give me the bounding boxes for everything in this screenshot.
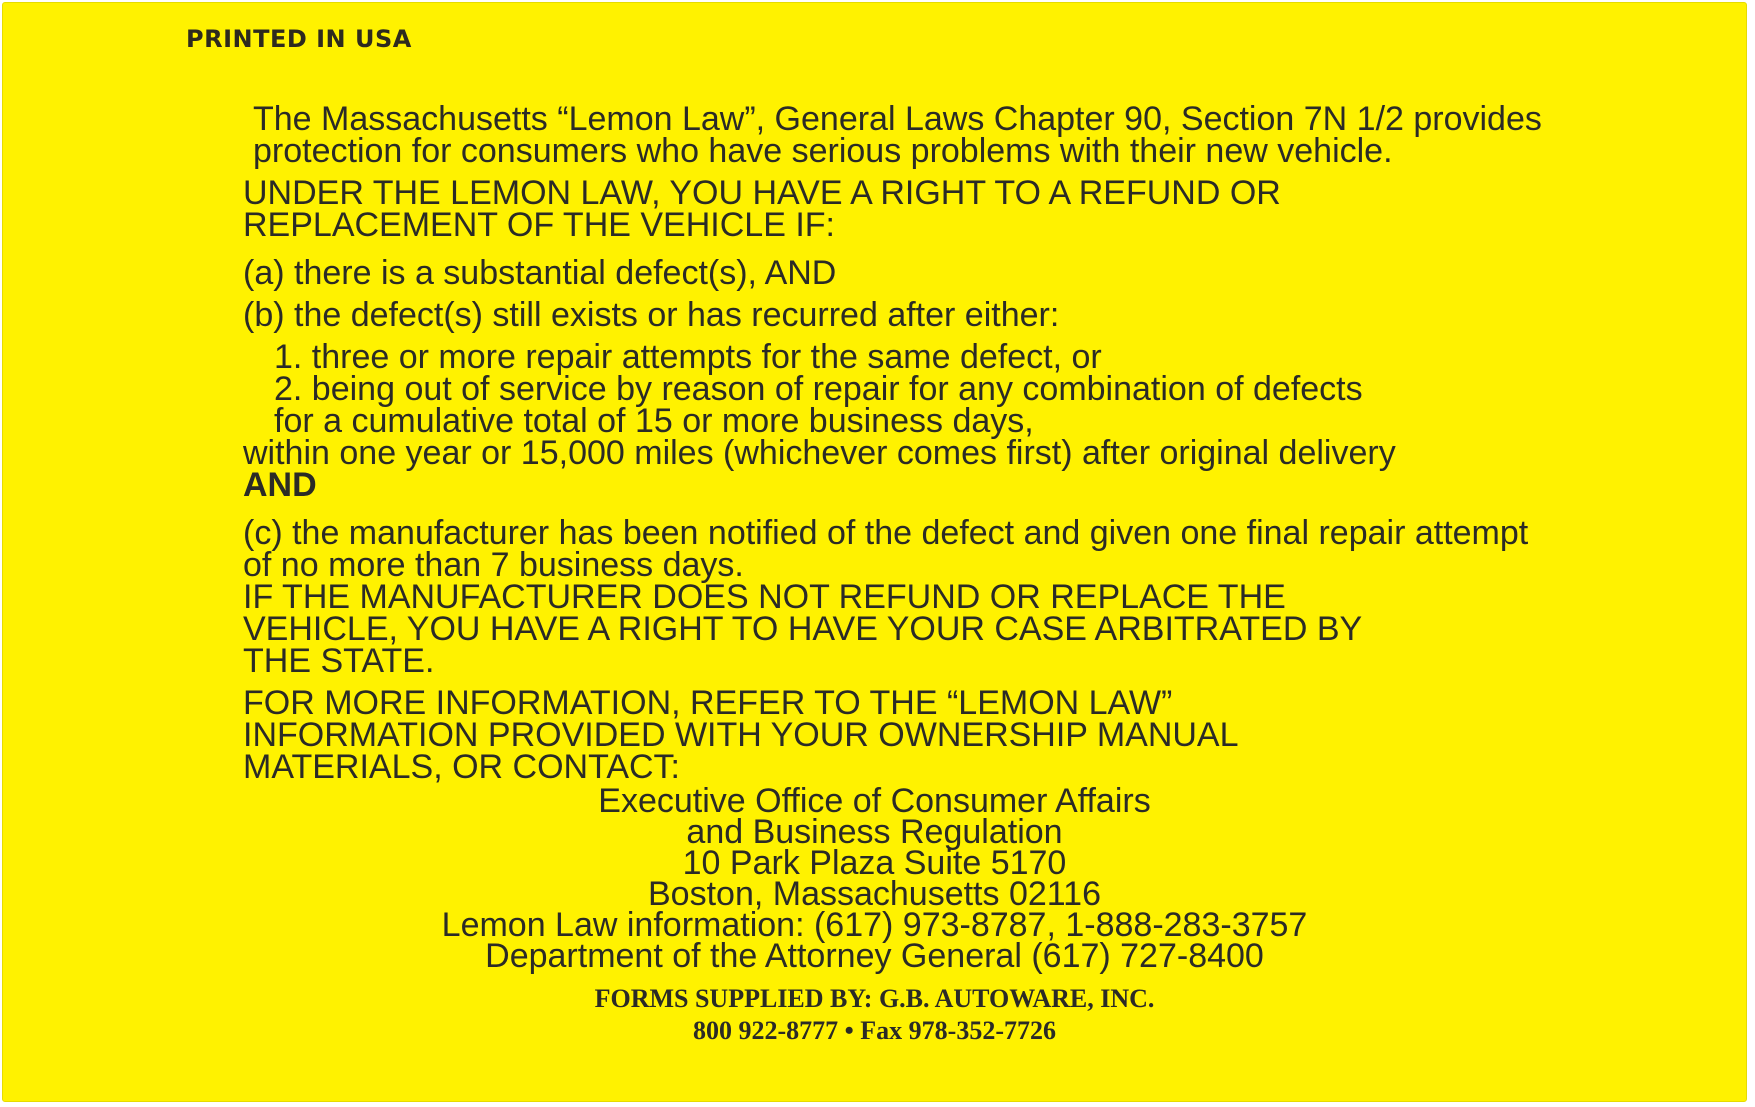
intro-paragraph: The Massachusetts “Lemon Law”, General Laws Chapter 90, Section 7N 1/2 provides protection for consumers who have serious problems with their new vehicle. xyxy=(253,100,1542,170)
contact-line: Lemon Law information: (617) 973-8787, 1-888-283-3757 xyxy=(441,906,1308,944)
contact-line: 10 Park Plaza Suite 5170 xyxy=(682,844,1067,882)
arbitration-notice xyxy=(243,578,1543,680)
item-2-line: for a cumulative total of 15 or more business days, xyxy=(274,402,1034,440)
forms-supplier-footer xyxy=(3,983,1746,1047)
contact-line: Department of the Attorney General (617) 727-8400 xyxy=(485,937,1264,975)
more-info-line: MATERIALS, OR CONTACT: xyxy=(243,748,681,786)
rights-heading xyxy=(243,174,1543,244)
supplier-phone-fax: 800 922-8777 • Fax 978-352-7726 xyxy=(693,1016,1056,1045)
contact-address-block xyxy=(3,782,1746,975)
arbitration-line: THE STATE. xyxy=(243,642,435,680)
lemon-law-notice-card xyxy=(2,2,1747,1102)
condition-c: (c) the manufacturer has been notified of the defect and given one final repair attempt of no more than 7 business days. xyxy=(243,514,1529,584)
arbitration-line: VEHICLE, YOU HAVE A RIGHT TO HAVE YOUR CASE ARBITRATED BY xyxy=(243,610,1363,648)
more-info-notice xyxy=(243,684,1543,786)
supplier-name: FORMS SUPPLIED BY: G.B. AUTOWARE, INC. xyxy=(594,984,1155,1013)
printed-in-usa-label: PRINTED IN USA xyxy=(186,25,412,53)
contact-line: Executive Office of Consumer Affairs xyxy=(598,782,1151,820)
notice-body xyxy=(243,100,1543,786)
and-label: AND xyxy=(243,466,317,504)
condition-b-item-2 xyxy=(243,370,1543,440)
item-2-line: 2. being out of service by reason of repair for any combination of defects xyxy=(274,370,1363,408)
rights-heading-line: REPLACEMENT OF THE VEHICLE IF: xyxy=(243,206,835,244)
rights-heading-line: UNDER THE LEMON LAW, YOU HAVE A RIGHT TO A REFUND OR xyxy=(243,174,1281,212)
contact-line: and Business Regulation xyxy=(686,813,1063,851)
condition-b: (b) the defect(s) still exists or has recurred after either: xyxy=(243,296,1060,334)
arbitration-line: IF THE MANUFACTURER DOES NOT REFUND OR REPLACE THE xyxy=(243,578,1286,616)
within-clause: within one year or 15,000 miles (whichever comes first) after original delivery xyxy=(243,434,1396,472)
condition-a: (a) there is a substantial defect(s), AND xyxy=(243,254,837,292)
condition-b-item-1: 1. three or more repair attempts for the same defect, or xyxy=(274,338,1102,376)
more-info-line: INFORMATION PROVIDED WITH YOUR OWNERSHIP MANUAL xyxy=(243,716,1239,754)
more-info-line: FOR MORE INFORMATION, REFER TO THE “LEMON LAW” xyxy=(243,684,1173,722)
contact-line: Boston, Massachusetts 02116 xyxy=(648,875,1101,913)
